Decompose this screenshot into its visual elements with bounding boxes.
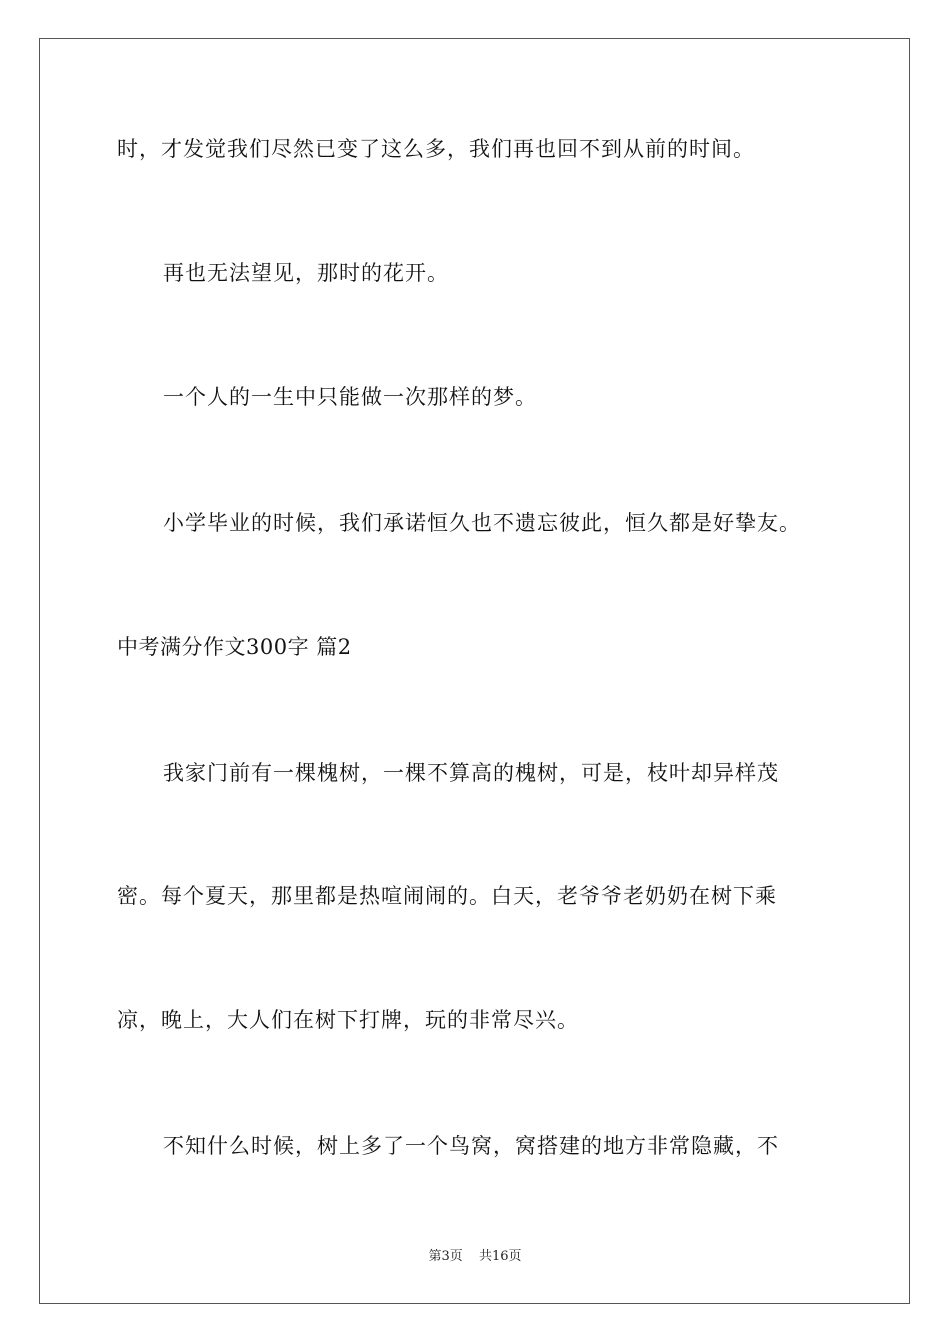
body-line-1: 时，才发觉我们尽然已变了这么多，我们再也回不到从前的时间。 xyxy=(117,137,755,161)
page-footer xyxy=(0,1248,950,1266)
body-line-5: 我家门前有一棵槐树，一棵不算高的槐树，可是，枝叶却异样茂 xyxy=(163,761,779,785)
section-heading: 中考满分作文300字 篇2 xyxy=(117,635,352,659)
body-line-3: 一个人的一生中只能做一次那样的梦。 xyxy=(163,385,537,409)
body-line-6: 密。每个夏天，那里都是热喧闹闹的。白天，老爷爷老奶奶在树下乘 xyxy=(117,884,777,908)
body-line-4: 小学毕业的时候，我们承诺恒久也不遗忘彼此，恒久都是好挚友。 xyxy=(163,511,801,535)
page-number: 第3页 xyxy=(428,1249,463,1264)
total-pages: 共16页 xyxy=(478,1249,522,1264)
body-line-7: 凉，晚上，大人们在树下打牌，玩的非常尽兴。 xyxy=(117,1008,579,1032)
page-frame xyxy=(39,38,910,1304)
body-line-8: 不知什么时候，树上多了一个鸟窝，窝搭建的地方非常隐藏，不 xyxy=(163,1134,779,1158)
body-line-2: 再也无法望见，那时的花开。 xyxy=(163,261,449,285)
